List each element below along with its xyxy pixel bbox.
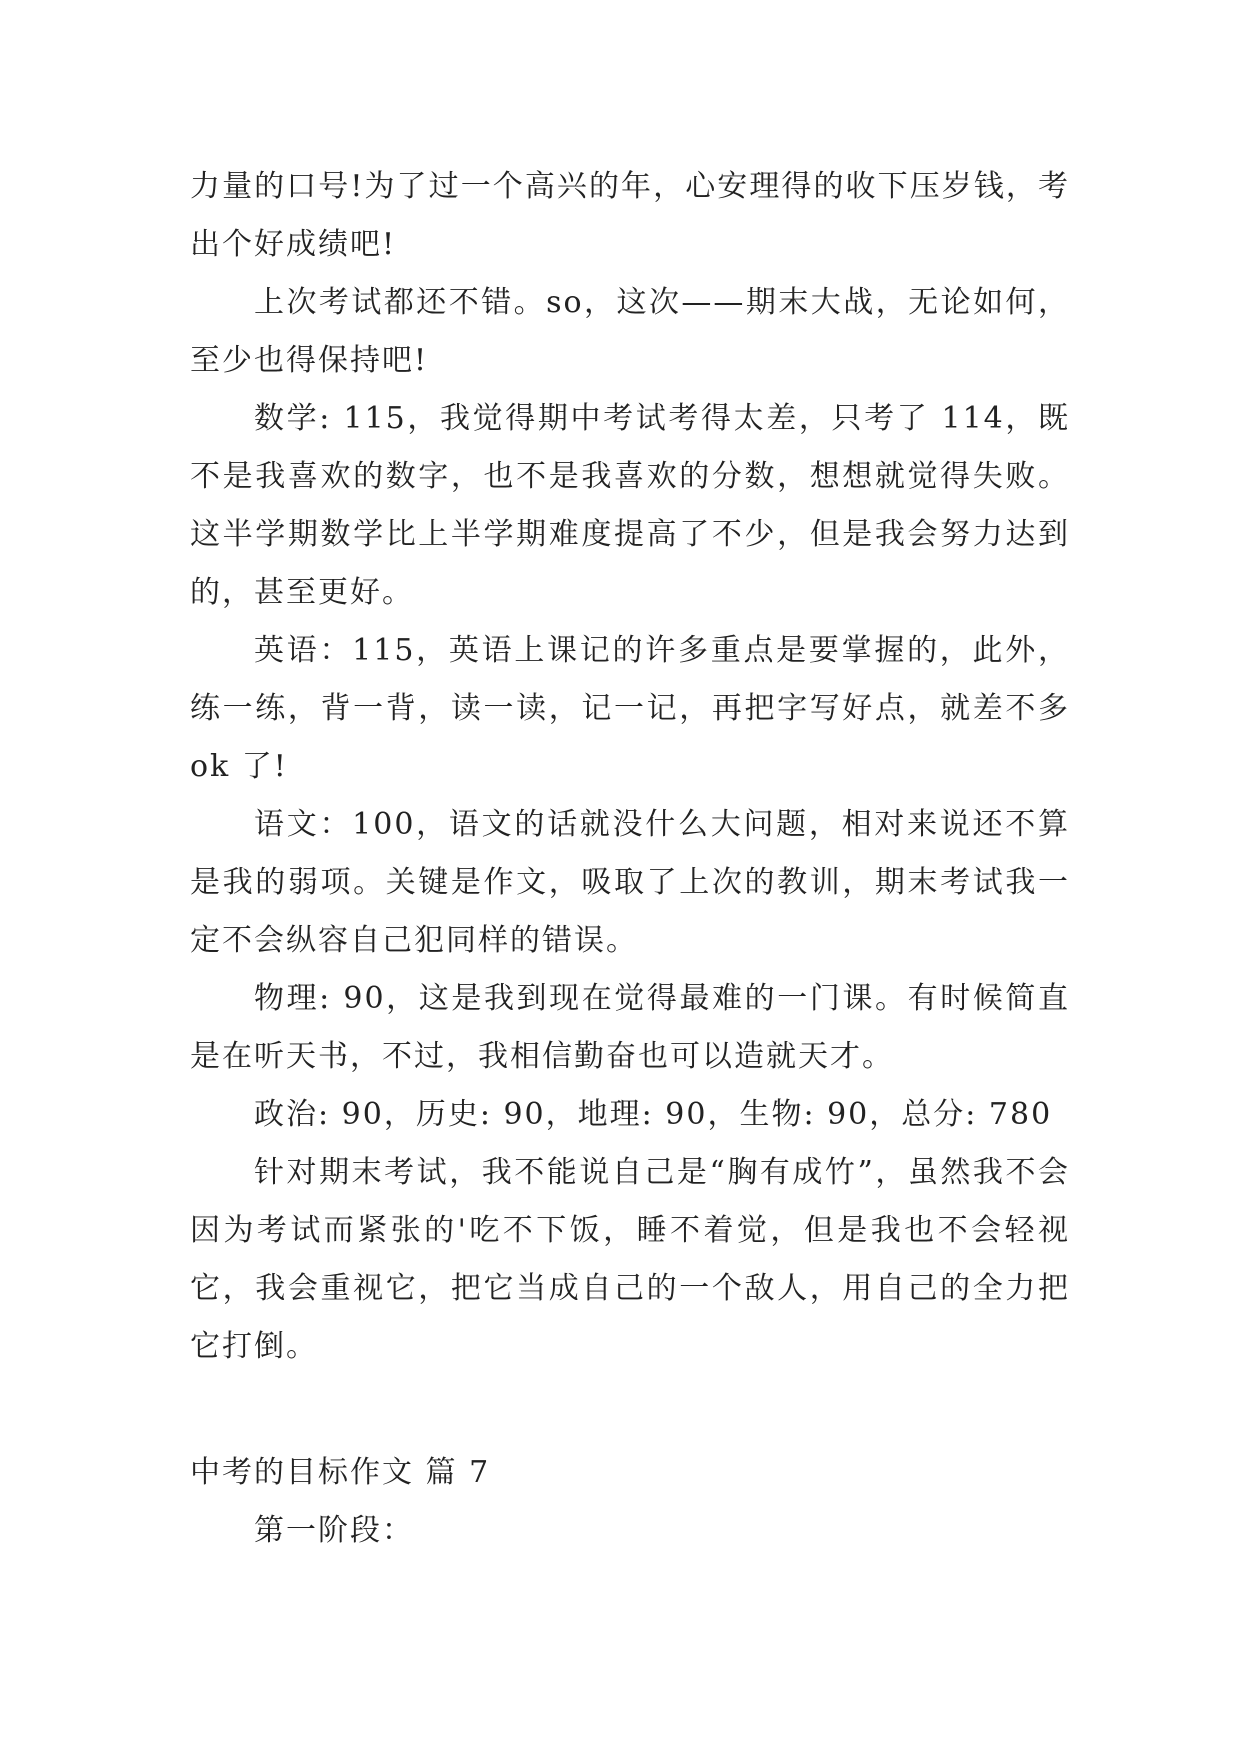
- section-first-line: 第一阶段：: [254, 1513, 414, 1548]
- section-heading: 中考的目标作文 篇 7: [190, 1455, 491, 1490]
- paragraph-other-subjects: 政治: 90，历史: 90，地理: 90，生物: 90，总分: 780: [254, 1097, 1053, 1132]
- paragraph-english: 英语：115，英语上课记的许多重点是要掌握的，此外，练一练，背一背，读一读，记一记，再把字写好点，就差不多 ok 了!: [190, 633, 1070, 784]
- paragraph-1: 力量的口号!为了过一个高兴的年，心安理得的收下压岁钱，考出个好成绩吧!: [190, 169, 1070, 262]
- paragraph-chinese: 语文：100，语文的话就没什么大问题，相对来说还不算是我的弱项。关键是作文，吸取了上次的教训，期末考试我一定不会纵容自己犯同样的错误。: [190, 807, 1070, 958]
- paragraph-2: 上次考试都还不错。so，这次——期末大战，无论如何，至少也得保持吧!: [190, 285, 1070, 378]
- document-page: [190, 158, 1070, 1560]
- paragraph-math: 数学: 115，我觉得期中考试考得太差，只考了 114，既不是我喜欢的数字，也不是我喜欢的分数，想想就觉得失败。这半学期数学比上半学期难度提高了不少，但是我会努力达到的，甚至更好。: [190, 401, 1070, 610]
- paragraph-conclusion: 针对期末考试，我不能说自己是“胸有成竹”，虽然我不会因为考试而紧张的'吃不下饭，睡不着觉，但是我也不会轻视它，我会重视它，把它当成自己的一个敌人，用自己的全力把它打倒。: [190, 1155, 1070, 1364]
- paragraph-physics: 物理: 90，这是我到现在觉得最难的一门课。有时候简直是在听天书，不过，我相信勤奋也可以造就天才。: [190, 981, 1070, 1074]
